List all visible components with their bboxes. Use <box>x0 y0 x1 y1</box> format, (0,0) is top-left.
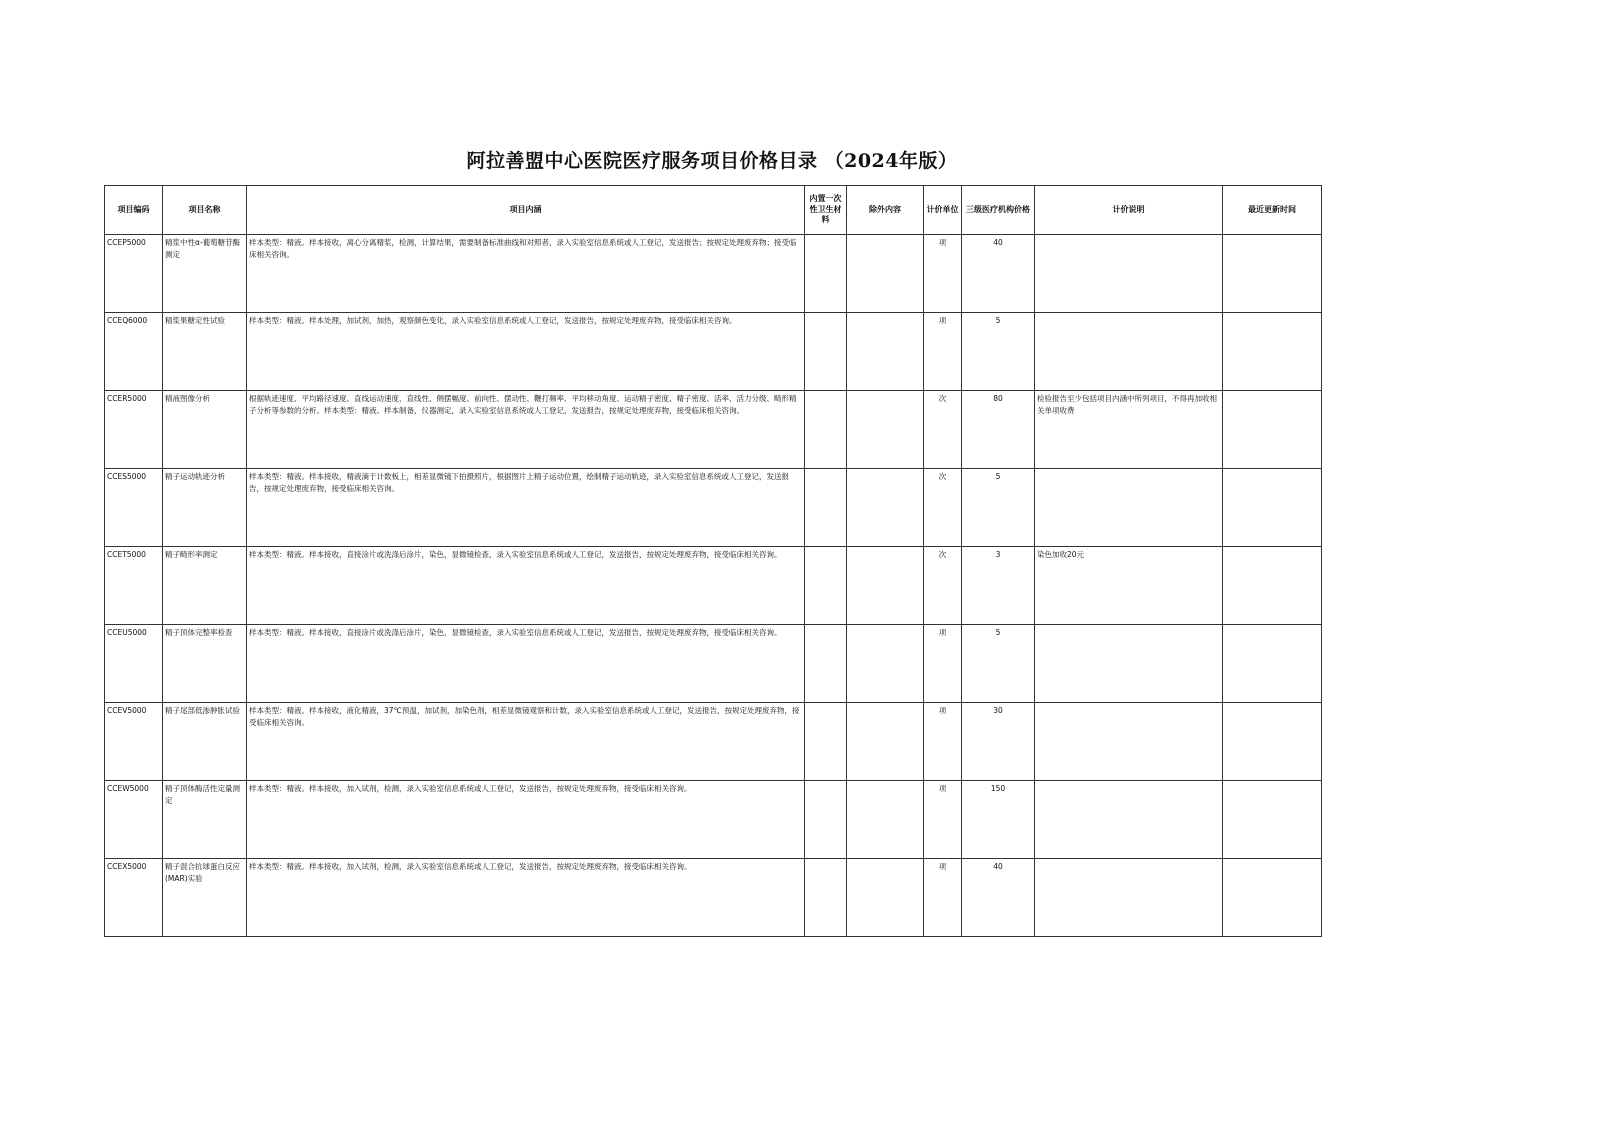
table-row <box>105 859 1322 937</box>
cell-materials <box>805 625 847 703</box>
header-updated: 最近更新时间 <box>1223 186 1322 235</box>
cell-note <box>1035 313 1223 391</box>
table-row <box>105 235 1322 313</box>
cell-code: CCEV5000 <box>105 703 163 781</box>
cell-name: 精子顶体酶活性定量测定 <box>163 781 247 859</box>
cell-materials <box>805 391 847 469</box>
cell-code: CCET5000 <box>105 547 163 625</box>
cell-note <box>1035 781 1223 859</box>
header-materials: 内置一次性卫生材料 <box>805 186 847 235</box>
cell-note <box>1035 235 1223 313</box>
cell-note <box>1035 469 1223 547</box>
cell-code: CCER5000 <box>105 391 163 469</box>
cell-updated <box>1223 391 1322 469</box>
cell-price: 40 <box>962 235 1035 313</box>
cell-unit: 项 <box>924 625 962 703</box>
cell-unit: 项 <box>924 703 962 781</box>
cell-excluded <box>847 859 924 937</box>
cell-unit: 项 <box>924 313 962 391</box>
cell-content: 样本类型：精液。样本接收，离心分离精浆，检测，计算结果，需要制备标准曲线和对照者，录入实验室信息系统或人工登记，发送报告；按规定处理废弃物；接受临床相关咨询。 <box>247 235 805 313</box>
header-code: 项目编码 <box>105 186 163 235</box>
header-price: 三级医疗机构价格 <box>962 186 1035 235</box>
cell-price: 150 <box>962 781 1035 859</box>
cell-code: CCEP5000 <box>105 235 163 313</box>
table-row <box>105 391 1322 469</box>
cell-price: 5 <box>962 469 1035 547</box>
cell-unit: 项 <box>924 859 962 937</box>
cell-materials <box>805 235 847 313</box>
page-title: 阿拉善盟中心医院医疗服务项目价格目录 （2024年版） <box>466 150 958 172</box>
cell-content: 样本类型：精液。样本接收，直接涂片或洗涤后涂片，染色，显微镜检查，录入实验室信息系统或人工登记，发送报告，按规定处理废弃物，接受临床相关咨询。 <box>247 547 805 625</box>
cell-note <box>1035 625 1223 703</box>
cell-materials <box>805 859 847 937</box>
cell-code: CCEQ6000 <box>105 313 163 391</box>
cell-updated <box>1223 235 1322 313</box>
cell-content: 样本类型：精液。样本接收，精液滴于计数板上，相差显微镜下拍摄照片，根据图片上精子运动位置，绘制精子运动轨迹，录入实验室信息系统或人工登记，发送报告，按规定处理废弃物，接受临床相关咨询。 <box>247 469 805 547</box>
cell-unit: 项 <box>924 781 962 859</box>
cell-price: 3 <box>962 547 1035 625</box>
cell-excluded <box>847 391 924 469</box>
header-note: 计价说明 <box>1035 186 1223 235</box>
cell-excluded <box>847 469 924 547</box>
cell-price: 30 <box>962 703 1035 781</box>
header-content: 项目内涵 <box>247 186 805 235</box>
cell-updated <box>1223 859 1322 937</box>
table-row <box>105 313 1322 391</box>
cell-note <box>1035 859 1223 937</box>
cell-unit: 次 <box>924 547 962 625</box>
cell-content: 样本类型：精液。样本接收，直接涂片或洗涤后涂片，染色，显微镜检查，录入实验室信息系统或人工登记，发送报告，按规定处理废弃物，接受临床相关咨询。 <box>247 625 805 703</box>
cell-name: 精浆中性α-葡萄糖苷酶测定 <box>163 235 247 313</box>
header-row <box>105 186 1322 235</box>
cell-updated <box>1223 781 1322 859</box>
table-row <box>105 781 1322 859</box>
cell-name: 精子混合抗球蛋白反应(MAR)实验 <box>163 859 247 937</box>
cell-content: 样本类型：精液。样本处理，加试剂，加热，观察颜色变化，录入实验室信息系统或人工登记，发送报告，按规定处理废弃物，接受临床相关咨询。 <box>247 313 805 391</box>
cell-unit: 项 <box>924 235 962 313</box>
cell-name: 精子畸形率测定 <box>163 547 247 625</box>
cell-materials <box>805 313 847 391</box>
header-name: 项目名称 <box>163 186 247 235</box>
cell-content: 样本类型：精液。样本接收，加入试剂，检测，录入实验室信息系统或人工登记，发送报告，按规定处理废弃物，接受临床相关咨询。 <box>247 859 805 937</box>
cell-code: CCEW5000 <box>105 781 163 859</box>
cell-updated <box>1223 469 1322 547</box>
cell-note: 染色加收20元 <box>1035 547 1223 625</box>
cell-materials <box>805 547 847 625</box>
cell-name: 精液图像分析 <box>163 391 247 469</box>
table-row <box>105 469 1322 547</box>
cell-excluded <box>847 313 924 391</box>
cell-excluded <box>847 703 924 781</box>
cell-price: 5 <box>962 625 1035 703</box>
cell-unit: 次 <box>924 469 962 547</box>
cell-note <box>1035 703 1223 781</box>
table-row <box>105 547 1322 625</box>
cell-unit: 次 <box>924 391 962 469</box>
cell-excluded <box>847 625 924 703</box>
cell-materials <box>805 781 847 859</box>
price-table <box>104 185 1322 937</box>
table-row <box>105 703 1322 781</box>
table-row <box>105 625 1322 703</box>
header-excluded: 除外内容 <box>847 186 924 235</box>
cell-price: 80 <box>962 391 1035 469</box>
cell-excluded <box>847 547 924 625</box>
cell-content: 样本类型：精液。样本接收，液化精液，37℃预温，加试剂，加染色剂，相差显微镜观察和计数，录入实验室信息系统或人工登记，发送报告，按规定处理废弃物，接受临床相关咨询。 <box>247 703 805 781</box>
cell-excluded <box>847 235 924 313</box>
cell-updated <box>1223 313 1322 391</box>
header-unit: 计价单位 <box>924 186 962 235</box>
cell-note: 检验报告至少包括项目内涵中所列项目，不得再加收相关单项收费 <box>1035 391 1223 469</box>
cell-code: CCES5000 <box>105 469 163 547</box>
cell-materials <box>805 469 847 547</box>
cell-name: 精子尾部低渗肿胀试验 <box>163 703 247 781</box>
cell-content: 根据轨迹速度、平均路径速度、直线运动速度、直线性、侧摆幅度、前向性、摆动性、鞭打频率、平均移动角度、运动精子密度、精子密度、活率、活力分级、畸形精子分析等参数的分析。样本类型：精液。样本制备，仪器测定，录入实验室信息系统或人工登记，发送报告，按规定处理废弃物，接受临床相关咨询。 <box>247 391 805 469</box>
cell-name: 精子顶体完整率检查 <box>163 625 247 703</box>
cell-excluded <box>847 781 924 859</box>
cell-updated <box>1223 703 1322 781</box>
cell-name: 精浆果糖定性试验 <box>163 313 247 391</box>
cell-code: CCEX5000 <box>105 859 163 937</box>
cell-updated <box>1223 625 1322 703</box>
cell-price: 40 <box>962 859 1035 937</box>
cell-content: 样本类型：精液。样本接收，加入试剂，检测，录入实验室信息系统或人工登记，发送报告，按规定处理废弃物，接受临床相关咨询。 <box>247 781 805 859</box>
cell-updated <box>1223 547 1322 625</box>
cell-name: 精子运动轨迹分析 <box>163 469 247 547</box>
cell-materials <box>805 703 847 781</box>
cell-code: CCEU5000 <box>105 625 163 703</box>
cell-price: 5 <box>962 313 1035 391</box>
